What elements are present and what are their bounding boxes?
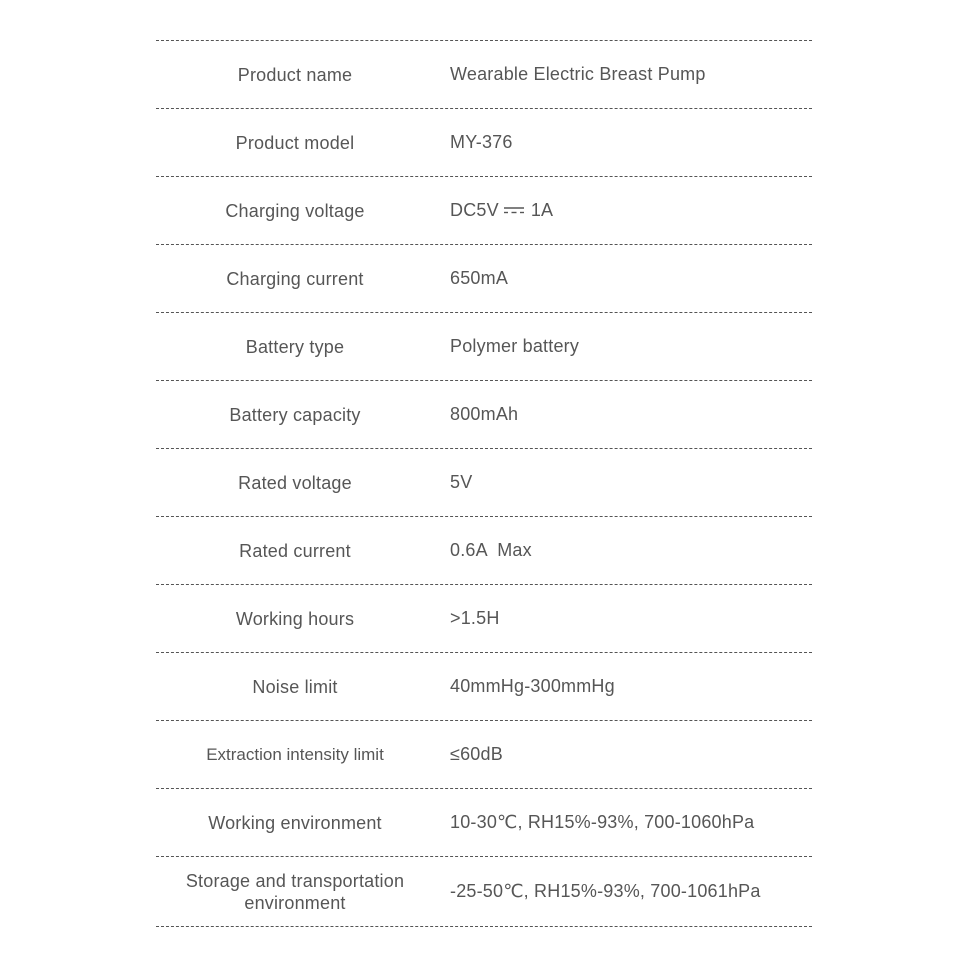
spec-row-storage-transport-environment — [156, 857, 812, 927]
spec-label: Battery capacity — [229, 404, 361, 425]
spec-value: 40mmHg-300mmHg — [450, 676, 615, 696]
spec-row-rated-voltage — [156, 449, 812, 517]
spec-row-noise-limit — [156, 653, 812, 721]
spec-value: MY-376 — [450, 132, 513, 152]
spec-value: 5V — [450, 472, 473, 492]
spec-label: Charging current — [226, 268, 364, 289]
spec-label: Battery type — [245, 336, 345, 357]
spec-row-working-hours — [156, 585, 812, 653]
spec-value: -25-50℃, RH15%-93%, 700-1061hPa — [450, 881, 761, 901]
spec-row-product-model — [156, 109, 812, 177]
spec-table — [156, 40, 812, 927]
spec-row-charging-current — [156, 245, 812, 313]
spec-value — [434, 200, 812, 221]
spec-label: Working hours — [235, 608, 355, 629]
spec-label: Rated current — [239, 540, 351, 561]
spec-row-battery-type — [156, 313, 812, 381]
spec-value: Polymer battery — [450, 336, 580, 356]
spec-label: Charging voltage — [225, 200, 365, 221]
spec-value: 0.6A Max — [450, 540, 532, 560]
spec-label: Working environment — [208, 812, 382, 833]
spec-row-charging-voltage — [156, 177, 812, 245]
spec-row-extraction-intensity-limit — [156, 721, 812, 789]
spec-label: Noise limit — [252, 676, 338, 697]
dc-current-symbol-icon — [503, 205, 525, 215]
spec-value: 800mAh — [450, 404, 519, 424]
spec-value-suffix: 1A — [530, 200, 554, 220]
spec-row-working-environment — [156, 789, 812, 857]
spec-label: Extraction intensity limit — [206, 744, 384, 764]
spec-value-prefix: DC5V — [450, 200, 499, 220]
spec-label: Product model — [235, 132, 355, 153]
spec-label: Storage and transportation environment — [185, 870, 405, 913]
spec-row-rated-current — [156, 517, 812, 585]
spec-label: Product name — [237, 64, 353, 85]
spec-row-product-name — [156, 41, 812, 109]
spec-value: >1.5H — [450, 608, 500, 628]
spec-value: Wearable Electric Breast Pump — [450, 64, 706, 84]
spec-value: 650mA — [450, 268, 509, 288]
spec-value: 10-30℃, RH15%-93%, 700-1060hPa — [450, 812, 755, 832]
spec-label: Rated voltage — [238, 472, 352, 493]
spec-row-battery-capacity — [156, 381, 812, 449]
spec-value: ≤60dB — [450, 744, 503, 764]
